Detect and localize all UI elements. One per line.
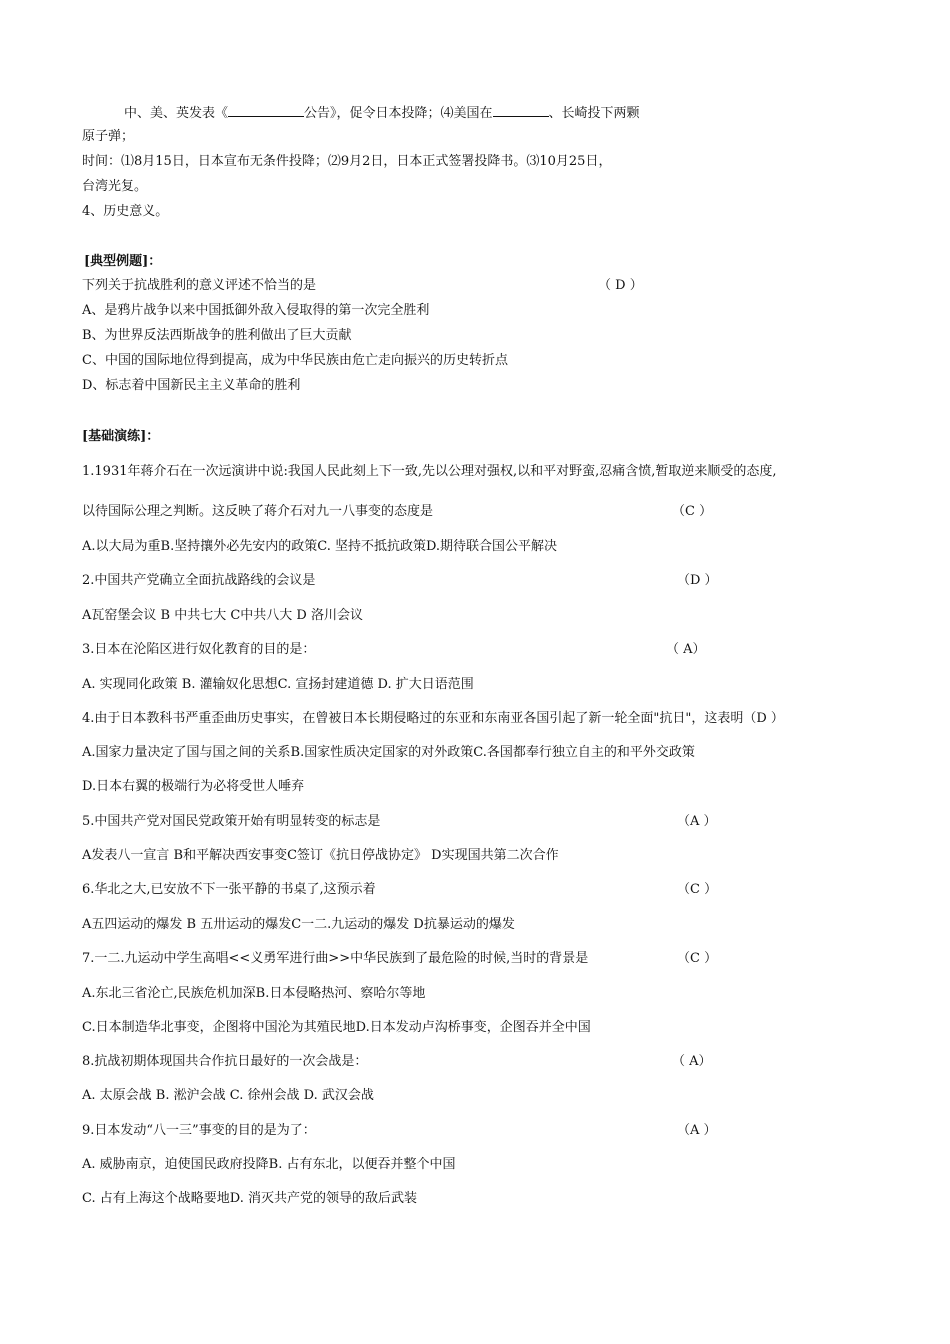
answer-1: （C ）: [672, 504, 713, 519]
options-3: A. 实现同化政策 B. 灌输奴化思想C. 宣扬封建道德 D. 扩大日语范围: [82, 677, 474, 692]
answer-2: （D ）: [677, 573, 718, 588]
question-2: 2.中国共产党确立全面抗战路线的会议是: [82, 573, 316, 588]
practice-heading: [基础演练]：: [82, 429, 160, 444]
question-4: 4.由于日本教科书严重歪曲历史事实，在曾被日本长期侵略过的东亚和东南亚各国引起了新一轮全面"抗日"，这表明（D ）: [82, 711, 784, 726]
options-1: A.以大局为重B.坚持攘外必先安内的政策C. 坚持不抵抗政策D.期待联合国公平解决: [82, 539, 558, 554]
options-6: A五四运动的爆发 B 五卅运动的爆发C一二.九运动的爆发 D抗暴运动的爆发: [82, 917, 515, 932]
options-8: A. 太原会战 B. 淞沪会战 C. 徐州会战 D. 武汉会战: [82, 1088, 374, 1103]
options-2: A瓦窑堡会议 B 中共七大 C中共八大 D 洛川会议: [82, 608, 363, 623]
intro-text: 、长崎投下两颗: [548, 106, 640, 121]
options-7-line-1: A.东北三省沦亡,民族危机加深B.日本侵略热河、察哈尔等地: [82, 986, 426, 1001]
example-option-c: C、中国的国际地位得到提高，成为中华民族由危亡走向振兴的历史转折点: [82, 353, 508, 368]
fill-blank-2[interactable]: [493, 103, 549, 117]
question-9: 9.日本发动“八一三”事变的目的是为了：: [82, 1123, 316, 1138]
question-5: 5.中国共产党对国民党政策开始有明显转变的标志是: [82, 814, 381, 829]
fill-blank-1[interactable]: [228, 103, 304, 117]
answer-7: （C ）: [677, 951, 718, 966]
example-option-b: B、为世界反法西斯战争的胜利做出了巨大贡献: [82, 328, 352, 343]
options-5: A发表八一宣言 B和平解决西安事变C签订《抗日停战协定》 D实现国共第二次合作: [82, 848, 559, 863]
options-4-line-2: D.日本右翼的极端行为必将受世人唾弃: [82, 779, 305, 794]
answer-9: （A ）: [677, 1123, 717, 1138]
example-heading: [典型例题]：: [84, 254, 162, 269]
answer-3: （ A）: [666, 642, 706, 657]
example-answer: （ D ）: [598, 278, 643, 293]
options-9-line-1: A. 威胁南京，迫使国民政府投降B. 占有东北，以便吞并整个中国: [82, 1157, 456, 1172]
intro-line-1: [124, 103, 640, 123]
intro-text: 公告》，促令日本投降；⑷美国在: [304, 106, 493, 121]
answer-5: （A ）: [677, 814, 717, 829]
question-7: 7.一二.九运动中学生高唱<<义勇军进行曲>>中华民族到了最危险的时候,当时的背景是: [82, 951, 589, 966]
question-8: 8.抗战初期体现国共合作抗日最好的一次会战是：: [82, 1054, 368, 1069]
example-question: 下列关于抗战胜利的意义评述不恰当的是: [82, 278, 317, 293]
question-1-line-1: 1.1931年蒋介石在一次远演讲中说:我国人民此刻上下一致,先以公理对强权,以和平对野蛮,忍痛含愤,暂取逆来顺受的态度,: [82, 464, 777, 479]
intro-line-5: 4、历史意义。: [82, 204, 169, 219]
intro-line-2: 原子弹；: [82, 129, 135, 144]
example-option-d: D、标志着中国新民主主义革命的胜利: [82, 378, 301, 393]
options-9-line-2: C. 占有上海这个战略要地D. 消灭共产党的领导的敌后武装: [82, 1191, 417, 1206]
answer-6: （C ）: [677, 882, 718, 897]
answer-8: （ A）: [672, 1054, 712, 1069]
intro-line-3: 时间：⑴8月15日，日本宣布无条件投降；⑵9月2日，日本正式签署投降书。⑶10月25日，: [82, 154, 612, 169]
question-1-line-2: 以待国际公理之判断。这反映了蒋介石对九一八事变的态度是: [82, 504, 434, 519]
options-4-line-1: A.国家力量决定了国与国之间的关系B.国家性质决定国家的对外政策C.各国都奉行独立自主的和平外交政策: [82, 745, 695, 760]
intro-text: 中、美、英发表《: [124, 106, 229, 121]
options-7-line-2: C.日本制造华北事变，企图将中国沦为其殖民地D.日本发动卢沟桥事变，企图吞并全中国: [82, 1020, 591, 1035]
intro-line-4: 台湾光复。: [82, 179, 148, 194]
question-3: 3.日本在沦陷区进行奴化教育的目的是：: [82, 642, 316, 657]
question-6: 6.华北之大,已安放不下一张平静的书桌了,这预示着: [82, 882, 376, 897]
example-option-a: A、是鸦片战争以来中国抵御外敌入侵取得的第一次完全胜利: [82, 303, 430, 318]
